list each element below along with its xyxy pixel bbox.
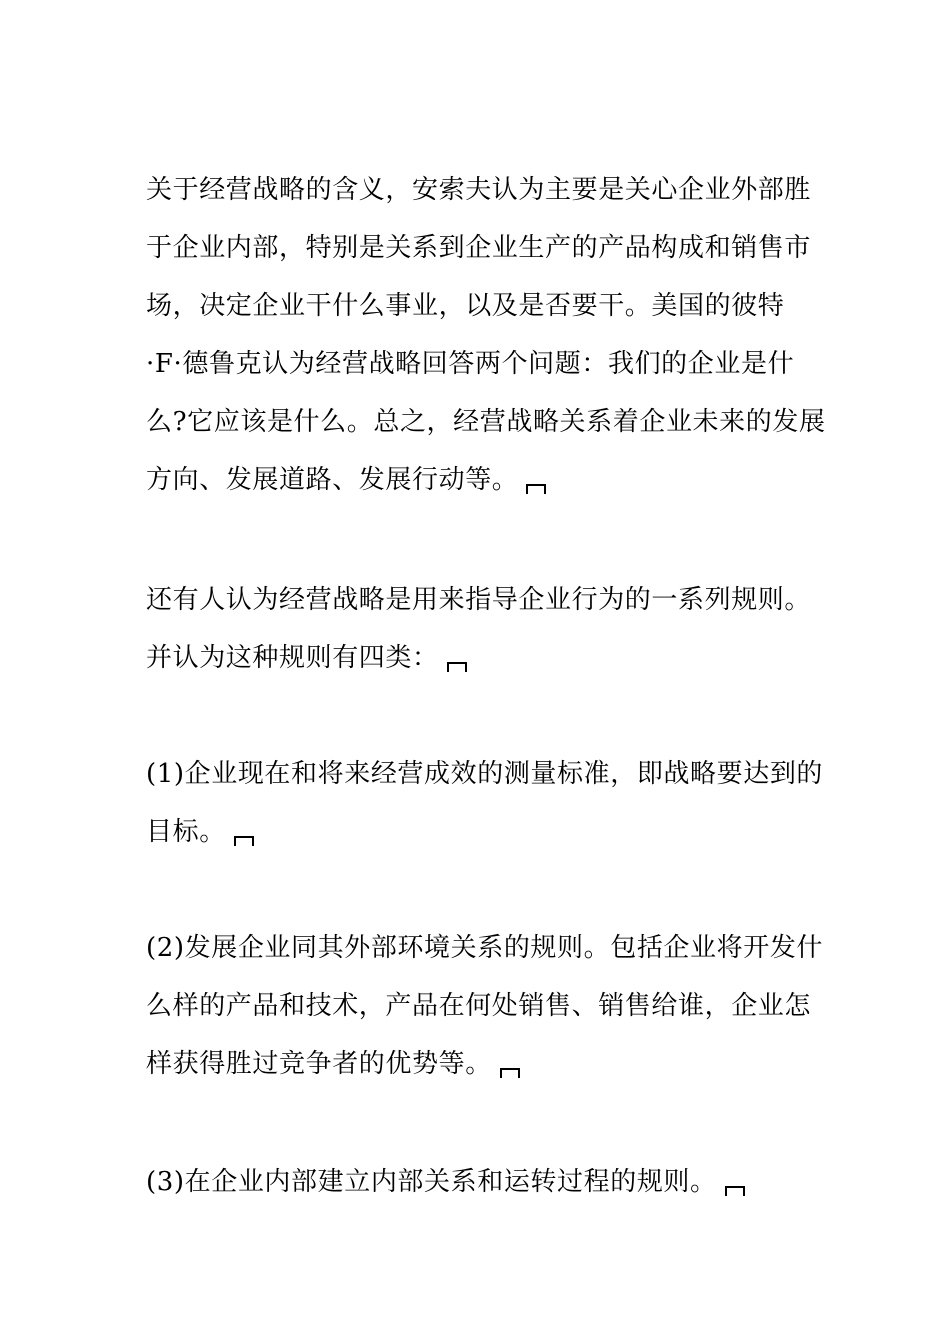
paragraph-1-line-4: ·F·德鲁克认为经营战略回答两个问题：我们的企业是什 [146, 349, 795, 379]
paragraph-1-line-6-text: 方向、发展道路、发展行动等。 [146, 465, 519, 495]
paragraph-end-mark-icon [500, 1068, 520, 1078]
paragraph-2-line-2 [146, 638, 826, 678]
paragraph-4-line-1: (2)发展企业同其外部环境关系的规则。包括企业将开发什 [146, 933, 824, 963]
paragraph-4-line-2: 么样的产品和技术，产品在何处销售、销售给谁，企业怎 [146, 991, 812, 1021]
paragraph-1-line-1: 关于经营战略的含义，安索夫认为主要是关心企业外部胜 [146, 175, 812, 205]
paragraph-end-mark-icon [725, 1186, 745, 1196]
paragraph-end-mark-icon [234, 836, 254, 846]
paragraph-2-line-1: 还有人认为经营战略是用来指导企业行为的一系列规则。 [146, 585, 812, 615]
paragraph-5-line-1 [146, 1162, 826, 1202]
paragraph-1-line-6 [146, 460, 826, 500]
paragraph-3-line-2 [146, 812, 826, 852]
paragraph-5-line-1-text: (3)在企业内部建立内部关系和运转过程的规则。 [146, 1167, 717, 1197]
paragraph-end-mark-icon [447, 662, 467, 672]
paragraph-4-line-3 [146, 1044, 826, 1084]
paragraph-1-line-3: 场，决定企业干什么事业，以及是否要干。美国的彼特 [146, 291, 785, 321]
paragraph-2-line-2-text: 并认为这种规则有四类： [146, 643, 439, 673]
paragraph-3-line-2-text: 目标。 [146, 817, 226, 847]
paragraph-4-line-3-text: 样获得胜过竞争者的优势等。 [146, 1049, 492, 1079]
paragraph-3-line-1: (1)企业现在和将来经营成效的测量标准，即战略要达到的 [146, 759, 824, 789]
paragraph-end-mark-icon [526, 484, 546, 494]
paragraph-1-line-5: 么?它应该是什么。总之，经营战略关系着企业未来的发展 [146, 407, 826, 437]
paragraph-1-line-2: 于企业内部，特别是关系到企业生产的产品构成和销售市 [146, 233, 812, 263]
